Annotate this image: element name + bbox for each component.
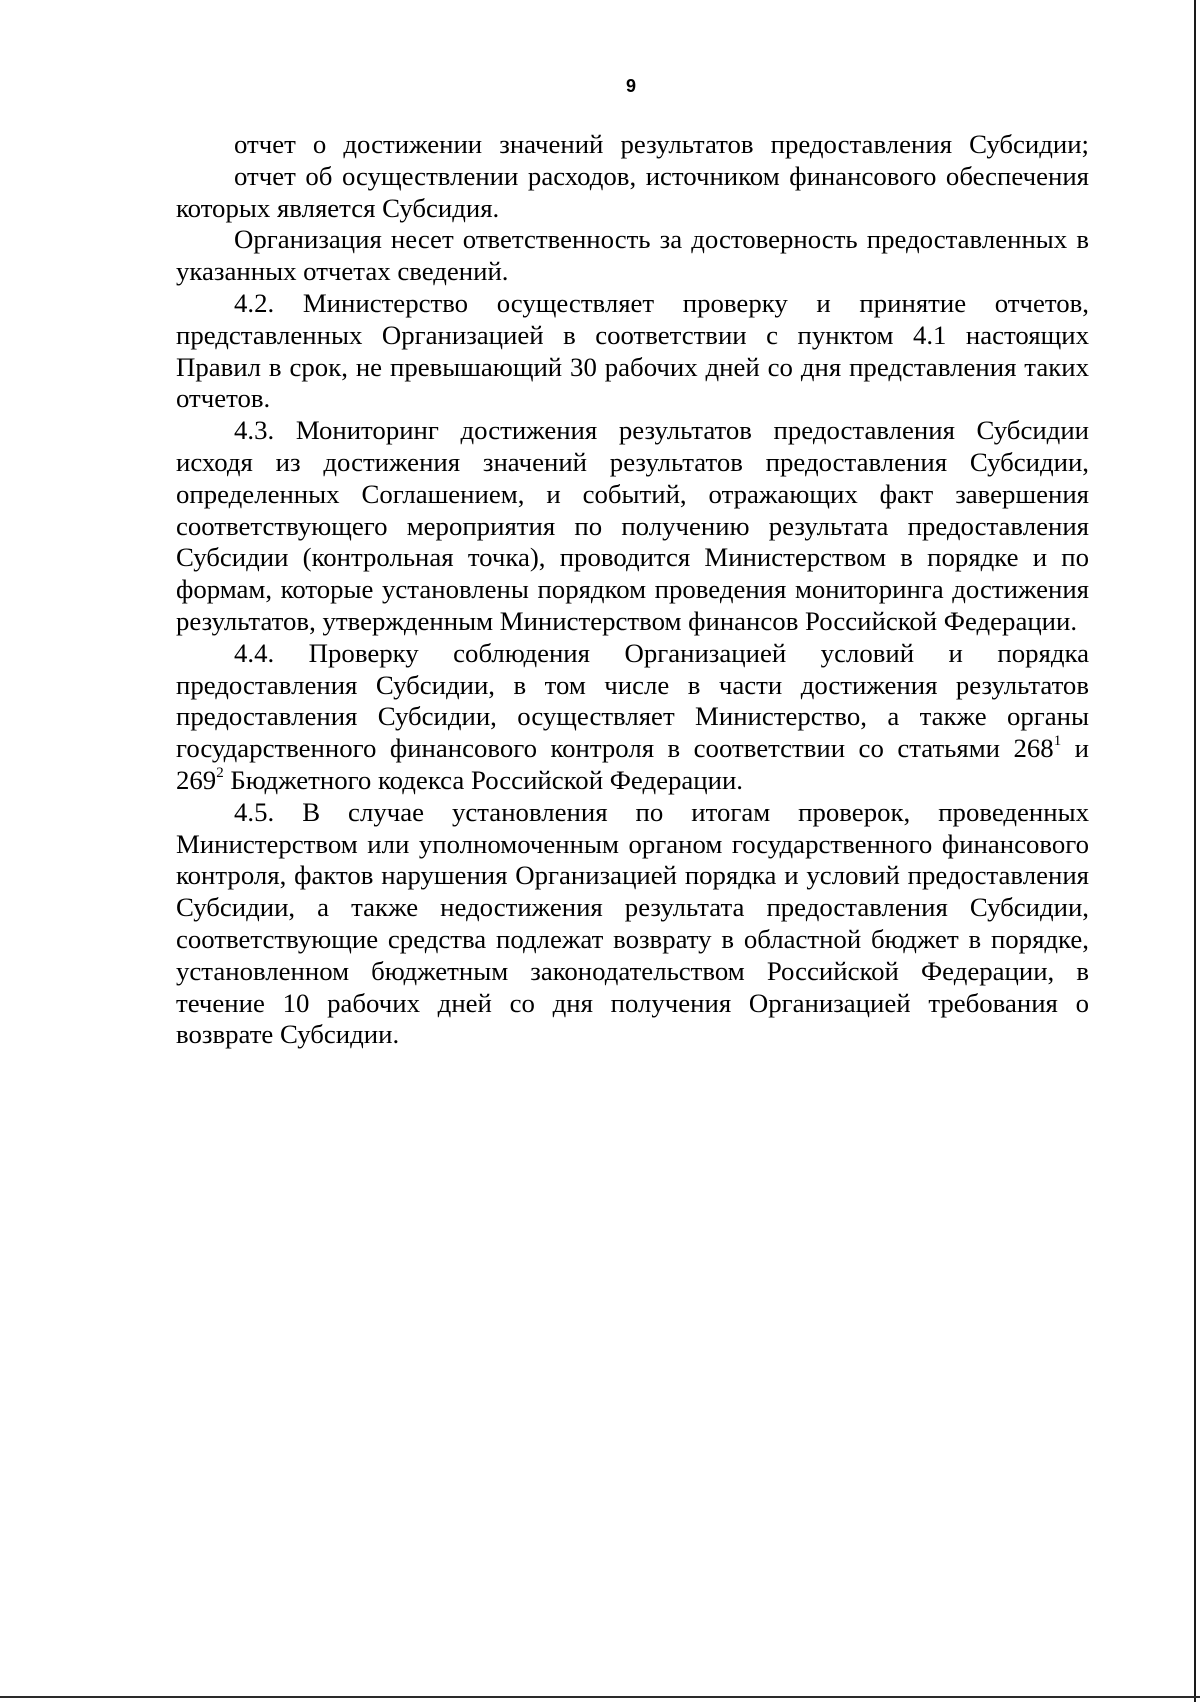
paragraph-4-5: 4.5. В случае установления по итогам проверок, проведенных Министерством или уполномоченным органом государственного финансового контроля, фактов нарушения Организацией порядка и условий предоставления Субсидии, а также недостижения результата предоставления Субсидии, соответствующие средства подлежат возврату в областной бюджет в порядке, установленном бюджетным законодательством Российской Федерации, в течение 10 рабочих дней со дня получения Организацией требования о возврате Субсидии. — [176, 796, 1089, 1050]
scan-edge-bottom — [0, 1696, 1200, 1698]
paragraph-4-4-text-c: Бюджетного кодекса Российской Федерации. — [223, 764, 743, 795]
paragraph-4-4-text-a: 4.4. Проверку соблюдения Организацией условий и порядка предоставления Субсидии, в том числе в части достижения результатов предоставления Субсидии, осуществляет Министерство, а также органы государственного финансового контроля в соответствии со статьями 268 — [176, 637, 1089, 764]
paragraph-report-results: отчет о достижении значений результатов предоставления Субсидии; — [234, 129, 1089, 159]
paragraph-organization-responsibility: Организация несет ответственность за достоверность предоставленных в указанных отчетах сведений. — [176, 224, 1089, 287]
superscript-article-269: 2 — [216, 764, 224, 781]
paragraph-4-2: 4.2. Министерство осуществляет проверку и принятие отчетов, представленных Организацией в соответствии с пунктом 4.1 настоящих Правил в срок, не превышающий 30 рабочих дней со дня представления таких отчетов. — [176, 287, 1089, 414]
superscript-article-268: 1 — [1053, 733, 1062, 750]
scan-edge-right — [1194, 0, 1196, 1702]
paragraph-4-4 — [176, 638, 1089, 797]
paragraph-report-expenses: отчет об осуществлении расходов, источником финансового обеспечения которых является Субсидия. — [176, 160, 1089, 223]
paragraph-4-3: 4.3. Мониторинг достижения результатов предоставления Субсидии исходя из достижения значений результатов предоставления Субсидии, определенных Соглашением, и событий, отражающих факт завершения соответствующего мероприятия по получению результата предоставления Субсидии (контрольная точка), проводится Министерством в порядке и по формам, которые установлены порядком проведения мониторинга достижения результатов, утвержденным Министерством финансов Российской Федерации. — [176, 415, 1089, 636]
document-body — [176, 129, 1089, 1051]
page-number: 9 — [625, 76, 636, 96]
paragraph-4-4-text-b: и 269 — [176, 733, 1090, 795]
